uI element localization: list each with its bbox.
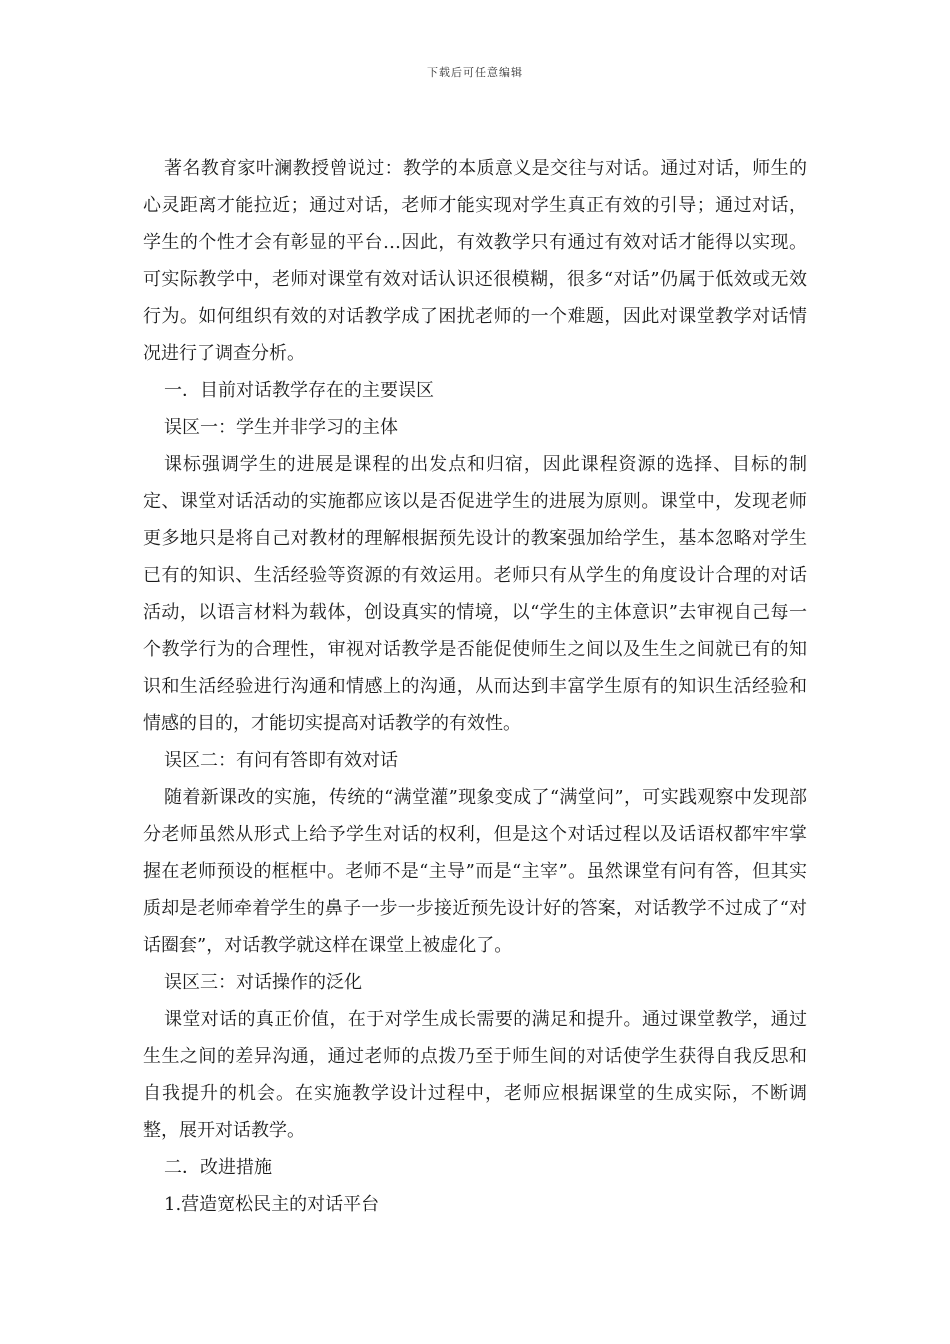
misconception-1-paragraph: 课标强调学生的进展是课程的出发点和归宿，因此课程资源的选择、目标的制定、课堂对话活动的实施都应该以是否促进学生的进展为原则。课堂中，发现老师更多地只是将自己对教材的理解根据预先设计的教案强加给学生，基本忽略对学生已有的知识、生活经验等资源的有效运用。老师只有从学生的角度设计合理的对话活动，以语言材料为载体，创设真实的情境，以“学生的主体意识”去审视自己每一个教学行为的合理性，审视对话教学是否能促使师生之间以及生生之间就已有的知识和生活经验进行沟通和情感上的沟通，从而达到丰富学生原有的知识生活经验和情感的目的，才能切实提高对话教学的有效性。 [143, 454, 807, 734]
page-header-note: 下载后可任意编辑 [427, 66, 523, 79]
measure-1-title: 1.营造宽松民主的对话平台 [164, 1194, 380, 1215]
misconception-3-paragraph: 课堂对话的真正价值，在于对学生成长需要的满足和提升。通过课堂教学，通过生生之间的差异沟通，通过老师的点拨乃至于师生间的对话使学生获得自我反思和自我提升的机会。在实施教学设计过程中，老师应根据课堂的生成实际，不断调整，展开对话教学。 [143, 1009, 807, 1141]
document-body [143, 150, 807, 1223]
section-heading-1: 一．目前对话教学存在的主要误区 [164, 380, 434, 401]
misconception-3-title: 误区三：对话操作的泛化 [164, 972, 362, 993]
intro-paragraph: 著名教育家叶澜教授曾说过：教学的本质意义是交往与对话。通过对话，师生的心灵距离才能拉近；通过对话，老师才能实现对学生真正有效的引导；通过对话，学生的个性才会有彰显的平台…因此，有效教学只有通过有效对话才能得以实现。可实际教学中，老师对课堂有效对话认识还很模糊，很多“对话”仍属于低效或无效行为。如何组织有效的对话教学成了困扰老师的一个难题，因此对课堂教学对话情况进行了调查分析。 [143, 158, 807, 364]
misconception-2-paragraph: 随着新课改的实施，传统的“满堂灌”现象变成了“满堂问”，可实践观察中发现部分老师虽然从形式上给予学生对话的权利，但是这个对话过程以及话语权都牢牢掌握在老师预设的框框中。老师不是“主导”而是“主宰”。虽然课堂有问有答，但其实质却是老师牵着学生的鼻子一步一步接近预先设计好的答案，对话教学不过成了“对话圈套”，对话教学就这样在课堂上被虚化了。 [143, 787, 807, 956]
section-heading-2: 二．改进措施 [164, 1157, 272, 1178]
misconception-1-title: 误区一：学生并非学习的主体 [164, 417, 398, 438]
misconception-2-title: 误区二：有问有答即有效对话 [164, 750, 398, 771]
